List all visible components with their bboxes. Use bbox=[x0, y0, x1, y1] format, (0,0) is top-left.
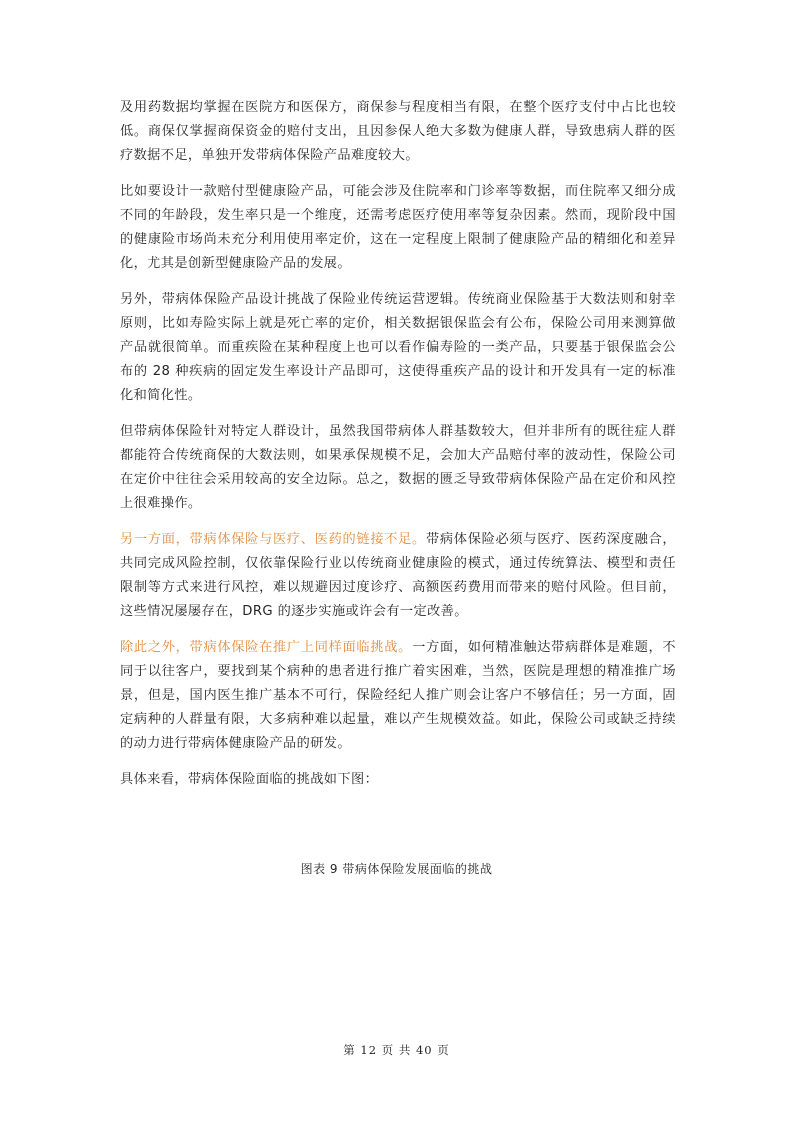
paragraph-1 bbox=[120, 96, 676, 168]
paragraph-4 bbox=[120, 420, 676, 516]
paragraph-5 bbox=[120, 528, 676, 624]
highlight-text: 除此之外，带病体保险在推广上同样面临挑战。 bbox=[120, 640, 413, 655]
figure-caption: 图表 9 带病体保险发展面临的挑战 bbox=[300, 862, 493, 876]
paragraph-2 bbox=[120, 180, 676, 276]
paragraph-text: 一方面，如何精准触达带病群体是难题，不同于以往客户，要找到某个病种的患者进行推广着实困难，当然，医院是理想的精准推广场景，但是，国内医生推广基本不可行，保险经纪人推广则会让客户不够信任；另一方面，固定病种的人群量有限，大多病种难以起量，难以产生规模效益。如此，保险公司或缺乏持续的动力进行带病体健康险产品的研发。 bbox=[120, 640, 676, 751]
paragraph-text: 具体来看，带病体保险面临的挑战如下图： bbox=[120, 772, 379, 787]
paragraph-text: 另外，带病体保险产品设计挑战了保险业传统运营逻辑。传统商业保险基于大数法则和射幸原则，比如寿险实际上就是死亡率的定价，相关数据银保监会有公布，保险公司用来测算做产品就很简单。而重疾险在某种程度上也可以看作偏寿险的一类产品，只要基于银保监会公布的 28 种疾病的固定发生率设计产品即可，这使得重疾产品的设计和开发具有一定的标准化和简化性。 bbox=[120, 292, 676, 403]
paragraph-6 bbox=[120, 636, 676, 756]
paragraph-text: 带病体保险必须与医疗、医药深度融合，共同完成风险控制，仅依靠保险行业以传统商业健康险的模式，通过传统算法、模型和责任限制等方式来进行风控，难以规避因过度诊疗、高额医药费用而带来的赔付风险。但目前，这些情况屡屡存在，DRG 的逐步实施或许会有一定改善。 bbox=[120, 532, 676, 619]
paragraph-text: 但带病体保险针对特定人群设计，虽然我国带病体人群基数较大，但并非所有的既往症人群都能符合传统商保的大数法则，如果承保规模不足，会加大产品赔付率的波动性，保险公司在定价中往往会采用较高的安全边际。总之，数据的匮乏导致带病体保险产品在定价和风控上很难操作。 bbox=[120, 424, 676, 511]
body-text bbox=[120, 96, 676, 804]
paragraph-3 bbox=[120, 288, 676, 408]
page-number: 第 12 页 共 40 页 bbox=[343, 1043, 450, 1057]
paragraph-text: 及用药数据均掌握在医院方和医保方，商保参与程度相当有限，在整个医疗支付中占比也较低。商保仅掌握商保资金的赔付支出，且因参保人绝大多数为健康人群，导致患病人群的医疗数据不足，单独开发带病体保险产品难度较大。 bbox=[120, 100, 676, 163]
highlight-text: 另一方面，带病体保险与医疗、医药的链接不足。 bbox=[120, 532, 426, 547]
paragraph-text: 比如要设计一款赔付型健康险产品，可能会涉及住院率和门诊率等数据，而住院率又细分成不同的年龄段，发生率只是一个维度，还需考虑医疗使用率等复杂因素。然而，现阶段中国的健康险市场尚未充分利用使用率定价，这在一定程度上限制了健康险产品的精细化和差异化，尤其是创新型健康险产品的发展。 bbox=[120, 184, 676, 271]
paragraph-7 bbox=[120, 768, 676, 792]
